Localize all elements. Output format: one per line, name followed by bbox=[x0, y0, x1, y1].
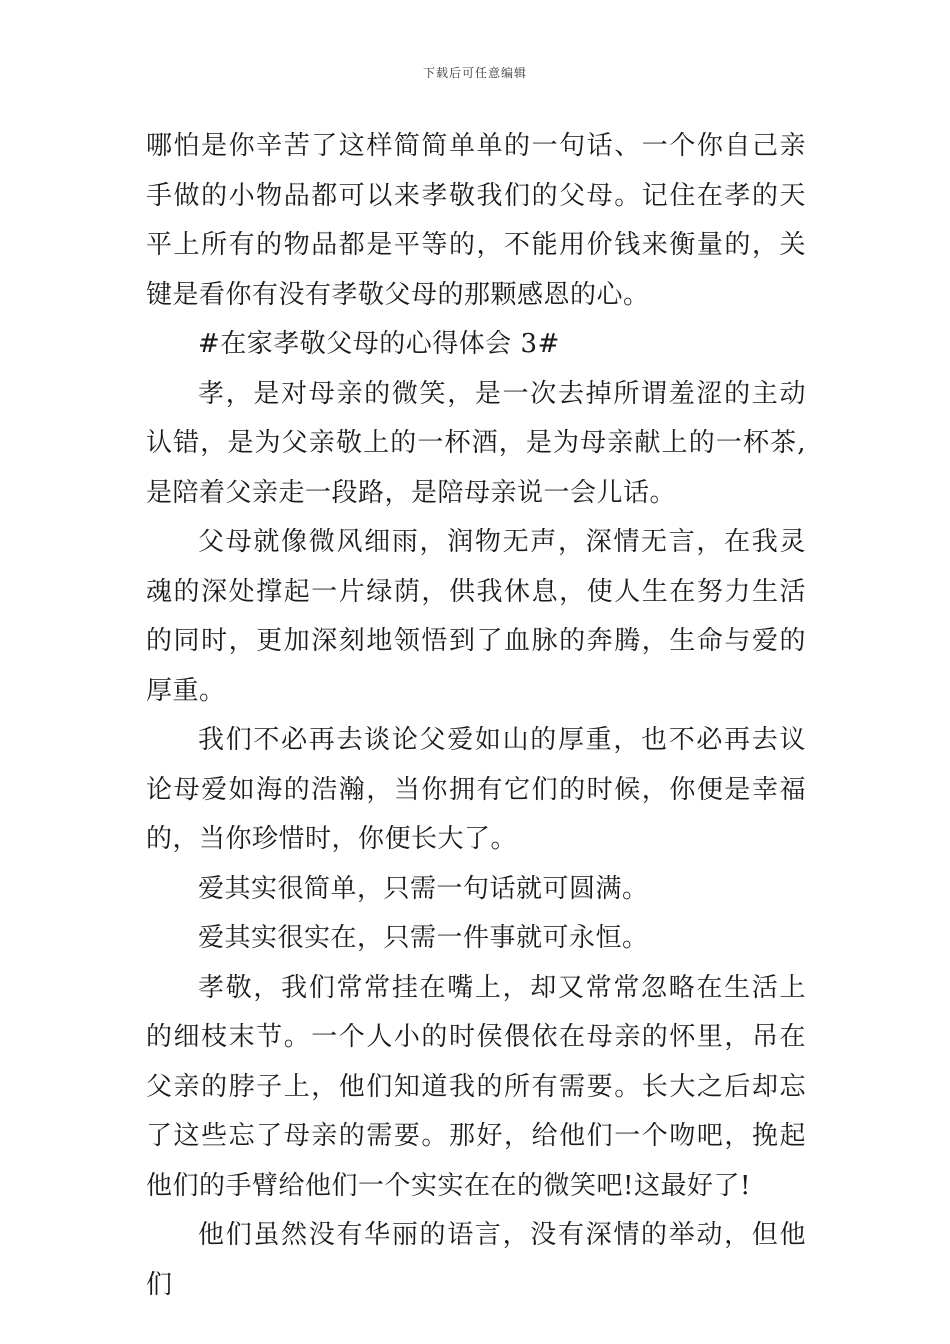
section-heading: #在家孝敬父母的心得体会 3# bbox=[198, 329, 560, 359]
paragraph: 爱其实很实在，只需一件事就可永恒。 bbox=[198, 923, 649, 953]
page-header-note: 下载后可任意编辑 bbox=[422, 66, 527, 80]
paragraph: 我们不必再去谈论父爱如山的厚重，也不必再去议论母爱如海的浩瀚，当你拥有它们的时候，你便是幸福的，当你珍惜时，你便长大了。 bbox=[146, 725, 806, 854]
paragraph: 爱其实很简单，只需一句话就可圆满。 bbox=[198, 873, 649, 904]
paragraph: 父母就像微风细雨，润物无声，深情无言，在我灵魂的深处撑起一片绿荫，供我休息，使人生在努力生活的同时，更加深刻地领悟到了血脉的奔腾，生命与爱的厚重。 bbox=[146, 527, 806, 706]
paragraph-continuation: 哪怕是你辛苦了这样简简单单的一句话、一个你自己亲手做的小物品都可以来孝敬我们的父母。记住在孝的天平上所有的物品都是平等的，不能用价钱来衡量的，关键是看你有没有孝敬父母的那颗感恩的心。 bbox=[146, 131, 806, 310]
paragraph: 孝，是对母亲的微笑，是一次去掉所谓羞涩的主动认错，是为父亲敬上的一杯酒，是为母亲献上的一杯茶,是陪着父亲走一段路，是陪母亲说一会儿话。 bbox=[146, 378, 806, 508]
paragraph: 孝敬，我们常常挂在嘴上，却又常常忽略在生活上的细枝末节。一个人小的时侯偎依在母亲的怀里，吊在父亲的脖子上，他们知道我的所有需要。长大之后却忘了这些忘了母亲的需要。那好，给他们一个吻吧，挽起他们的手臂给他们一个实实在在的微笑吧!这最好了! bbox=[146, 972, 806, 1201]
document-body bbox=[146, 122, 806, 1310]
paragraph-truncated: 他们虽然没有华丽的语言，没有深情的举动，但他们 bbox=[146, 1220, 806, 1300]
